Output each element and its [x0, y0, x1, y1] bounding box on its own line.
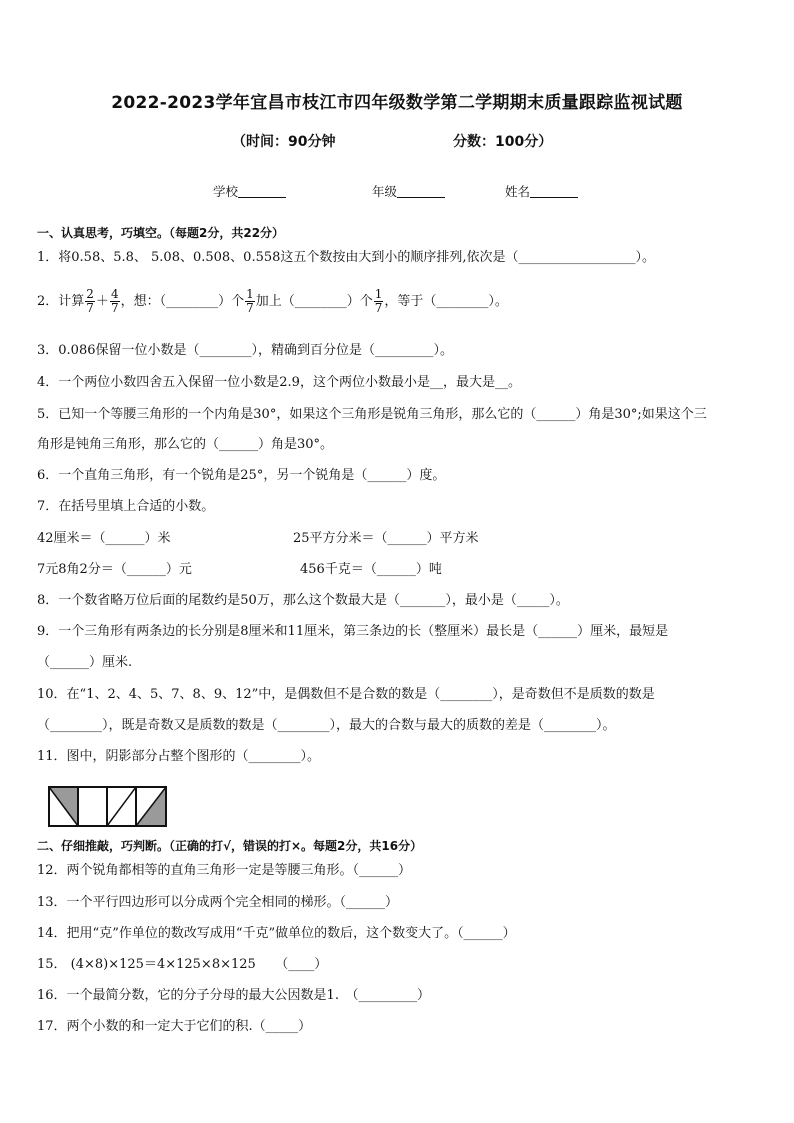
fraction-d: [374, 288, 384, 315]
q2-mid2: 加上（________）个: [255, 294, 373, 309]
question-2: [37, 288, 508, 315]
exam-title: 2022-2023学年宜昌市枝江市四年级数学第二学期期末质量跟踪监视试题: [111, 93, 683, 113]
grade-blank: [397, 185, 445, 198]
question-5-line-1: 5．已知一个等腰三角形的一个内角是30°，如果这个三角形是锐角三角形，那么它的（______）角是30°;如果这个三: [37, 407, 707, 422]
q2-mid1: ，想：（________）个: [120, 294, 245, 309]
fraction-b-numerator: 4: [110, 287, 119, 301]
q2-prefix: 2．计算: [37, 294, 85, 309]
plus-sign: ＋: [95, 294, 109, 309]
question-7: 7．在括号里填上合适的小数。: [37, 499, 215, 514]
grade-label: 年级: [372, 184, 398, 199]
exam-score: 分数：100分）: [453, 134, 553, 150]
name-field: [505, 182, 578, 200]
section-2-heading: 二、仔细推敲，巧判断。（正确的打√，错误的打×。每题2分，共16分）: [37, 839, 423, 853]
question-6: 6．一个直角三角形，有一个锐角是25°，另一个锐角是（______）度。: [37, 468, 446, 483]
school-blank: [238, 185, 286, 198]
fraction-a-numerator: 2: [86, 287, 94, 301]
q2-suffix: ，等于（________）。: [384, 294, 508, 309]
question-3: 3．0.086保留一位小数是（________），精确到百分位是（_________）。: [37, 343, 453, 358]
question-5-line-2: 角形是钝角三角形，那么它的（______）角是30°。: [37, 437, 334, 452]
question-13: 13．一个平行四边形可以分成两个完全相同的梯形。（______）: [37, 895, 399, 910]
grade-field: [372, 182, 445, 200]
question-1: 1．将0.58、5.8、 5.08、0.508、0.558这五个数按由大到小的顺序排列,依次是（__________________）。: [37, 250, 656, 265]
fraction-c-denominator: 7: [246, 301, 254, 315]
question-7c: 7元8角2分＝（______）元: [37, 562, 192, 577]
question-17: 17．两个小数的和一定大于它们的积.（_____）: [37, 1019, 312, 1034]
question-10-line-2: （________），既是奇数又是质数的数是（________），最大的合数与最大的质数的差是（________）。: [37, 718, 616, 733]
fraction-c-numerator: 1: [246, 287, 254, 301]
question-16: 16．一个最简分数，它的分子分母的最大公因数是1. （_________）: [37, 988, 430, 1003]
fraction-a-denominator: 7: [86, 301, 94, 315]
fraction-c: [245, 288, 255, 315]
question-15: 15． (4×8)×125＝4×125×8×125 （____）: [37, 957, 328, 972]
question-8: 8．一个数省略万位后面的尾数约是50万，那么这个数最大是（_______），最小是（_____）。: [37, 593, 569, 608]
question-12: 12．两个锐角都相等的直角三角形一定是等腰三角形。（______）: [37, 863, 412, 878]
question-14: 14．把用“克”作单位的数改写成用“千克”做单位的数后，这个数变大了。（______）: [37, 926, 516, 941]
question-7b: 25平方分米＝（______）平方米: [293, 531, 479, 546]
question-11: 11．图中，阴影部分占整个图形的（________）。: [37, 749, 321, 764]
name-label: 姓名: [505, 184, 531, 199]
question-10-line-1: 10．在“1、2、4、5、7、8、9、12”中，是偶数但不是合数的数是（________），是奇数但不是质数的数是: [37, 687, 655, 702]
question-4: 4．一个两位小数四舍五入保留一位小数是2.9，这个两位小数最小是__，最大是__。: [37, 375, 521, 390]
question-7d: 456千克＝（______）吨: [300, 562, 442, 577]
name-blank: [530, 185, 578, 198]
diagonal-2: [107, 787, 136, 826]
fraction-b: [110, 288, 120, 315]
question-7a: 42厘米＝（______）米: [37, 531, 171, 546]
fraction-a: [85, 288, 95, 315]
question-9-line-1: 9．一个三角形有两条边的长分别是8厘米和11厘米，第三条边的长（整厘米）最长是（______）厘米，最短是: [37, 624, 669, 639]
section-1-heading: 一、认真思考，巧填空。（每题2分，共22分）: [37, 226, 285, 240]
fraction-d-numerator: 1: [374, 287, 383, 301]
fraction-b-denominator: 7: [110, 301, 119, 315]
shaded-squares-svg: [48, 786, 170, 828]
school-field: [213, 182, 286, 200]
school-label: 学校: [213, 184, 239, 199]
exam-time: （时间：90分钟: [232, 134, 336, 150]
fraction-d-denominator: 7: [374, 301, 383, 315]
shaded-squares-figure: [48, 786, 170, 832]
question-9-line-2: （______）厘米.: [37, 655, 133, 670]
